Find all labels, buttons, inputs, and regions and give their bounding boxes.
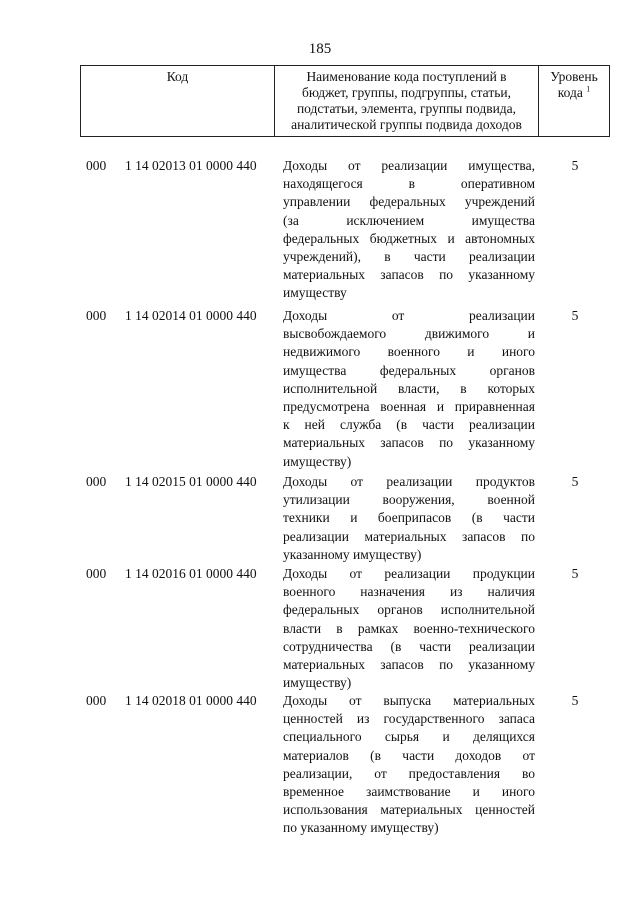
row-name-line: имущества федеральных органов [283, 362, 535, 378]
row-level: 5 [571, 474, 579, 489]
row-code: 1 14 02013 01 0000 440 [125, 158, 257, 173]
header-name-line: бюджет, группы, подгруппы, статьи, [302, 85, 511, 100]
row-name-line: находящегося в оперативном [283, 176, 535, 192]
row-name-line: утилизации вооружения, военной [283, 492, 535, 508]
row-name-line: сотрудничества (в части реализации [283, 638, 535, 654]
header-level-line [542, 85, 606, 101]
row-name-line: учреждений), в части реализации [283, 249, 535, 265]
row-level: 5 [571, 566, 579, 581]
row-prefix: 000 [86, 158, 107, 173]
row-prefix: 000 [86, 308, 107, 323]
row-name-line: Доходы от реализации [283, 308, 535, 323]
row-name-line: Доходы от выпуска материальных [283, 693, 535, 708]
row-name-line: исполнительной власти, в которых [283, 380, 535, 396]
row-code: 1 14 02018 01 0000 440 [125, 693, 257, 708]
row-code: 1 14 02016 01 0000 440 [125, 566, 257, 581]
row-name-line: военного назначения из наличия [283, 584, 535, 600]
row-name-line: имуществу) [283, 453, 352, 469]
row-name-line: федеральных органов исполнительной [283, 602, 535, 618]
row-name-line: управлении федеральных учреждений [283, 194, 535, 210]
row-name-line: высвобождаемого движимого и [283, 326, 535, 342]
row-name-line: недвижимого военного и иного [283, 344, 535, 360]
row-prefix: 000 [86, 474, 107, 489]
row-name-line: специального сырья и делящихся [283, 729, 535, 745]
row-name-line: временное заимствование и иного [283, 784, 535, 800]
row-name [283, 307, 535, 471]
row-level: 5 [571, 158, 579, 173]
header-name-line: аналитической группы подвида доходов [291, 117, 522, 132]
row-name-line: Доходы от реализации продуктов [283, 474, 535, 489]
row-name-line: ценностей из государственного запаса [283, 711, 535, 727]
footnote-marker: 1 [586, 84, 591, 94]
header-level [539, 66, 609, 136]
row-name-line: техники и боеприпасов (в части [283, 510, 535, 526]
row-name [283, 157, 535, 303]
row-name-line: имуществу) [283, 675, 352, 691]
row-name-line: Доходы от реализации имущества, [283, 158, 535, 173]
row-name-line: федеральных бюджетных и автономных [283, 230, 535, 246]
row-name-line: реализации материальных запасов по [283, 528, 535, 544]
row-level: 5 [571, 693, 579, 708]
row-name-line: материальных запасов по указанному [283, 435, 535, 451]
row-name-line: указанному имуществу) [283, 546, 422, 562]
row-name-line: (за исключением имущества [283, 212, 535, 228]
row-prefix: 000 [86, 566, 107, 581]
row-name-line: по указанному имуществу) [283, 820, 439, 836]
header-level-line: Уровень [550, 69, 598, 84]
row-name-line: Доходы от реализации продукции [283, 566, 535, 581]
row-name-line: власти в рамках военно-технического [283, 620, 535, 636]
row-name [283, 565, 535, 692]
row-name-line: материальных запасов по указанному [283, 267, 535, 283]
row-name-line: к ней служба (в части реализации [283, 417, 535, 433]
row-prefix: 000 [86, 693, 107, 708]
row-name [283, 692, 535, 838]
row-level: 5 [571, 308, 579, 323]
row-name-line: использования материальных ценностей [283, 802, 535, 818]
header-level-label: кода [557, 85, 583, 100]
row-code: 1 14 02014 01 0000 440 [125, 308, 257, 323]
row-name-line: материальных запасов по указанному [283, 657, 535, 673]
row-name-line: материалов (в части доходов от [283, 747, 535, 763]
header-name [275, 66, 539, 136]
row-name [283, 473, 535, 564]
row-name-line: реализации, от предоставления во [283, 765, 535, 781]
page-number: 185 [308, 41, 332, 57]
table-header [80, 65, 610, 137]
row-code: 1 14 02015 01 0000 440 [125, 474, 257, 489]
header-code: Код [81, 66, 275, 136]
header-name-line: подстатьи, элемента, группы подвида, [296, 101, 517, 116]
header-name-line: Наименование кода поступлений в [306, 69, 507, 84]
row-name-line: имуществу [283, 285, 347, 301]
row-name-line: предусмотрена военная и приравненная [283, 399, 535, 415]
